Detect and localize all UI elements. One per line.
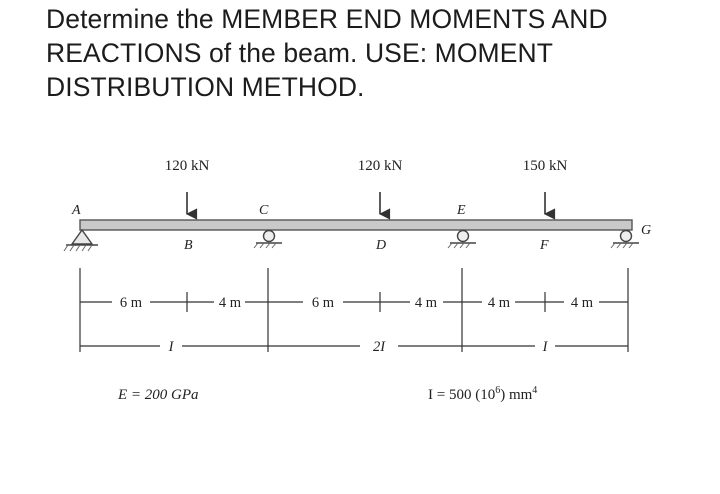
roller-support-c <box>254 231 282 249</box>
pin-support-a <box>64 230 98 251</box>
span-label-cd: 6 m <box>311 295 335 311</box>
load-label-f: 150 kN <box>522 158 568 174</box>
node-label-b: B <box>184 238 193 253</box>
inertia-label-ce: 2I <box>372 339 386 355</box>
inertia-value-prefix: I = 500 (10 <box>428 387 496 403</box>
span-label-bc: 4 m <box>218 295 242 311</box>
inertia-unit-exponent: 4 <box>532 385 538 396</box>
question-line-1: Determine the MEMBER END MOMENTS AND <box>46 4 608 34</box>
node-label-f: F <box>540 238 549 253</box>
span-label-ef: 4 m <box>487 295 511 311</box>
span-label-ab: 6 m <box>119 295 143 311</box>
inertia-value-note <box>428 385 537 403</box>
node-label-g: G <box>641 223 652 238</box>
question-line-2: REACTIONS of the beam. USE: MOMENT <box>46 38 554 68</box>
inertia-label-eg: I <box>542 339 548 355</box>
question-line-3: DISTRIBUTION METHOD. <box>46 72 365 102</box>
node-label-a: A <box>72 203 81 218</box>
roller-support-e <box>448 231 476 249</box>
inertia-exponent: 6 <box>495 385 501 396</box>
roller-support-g <box>611 231 639 249</box>
span-label-de: 4 m <box>414 295 438 311</box>
elastic-modulus-note: E = 200 GPa <box>118 387 199 403</box>
span-label-fg: 4 m <box>570 295 594 311</box>
load-label-d: 120 kN <box>357 158 403 174</box>
node-label-e: E <box>457 203 466 218</box>
node-label-c: C <box>259 203 269 218</box>
inertia-label-ac: I <box>168 339 174 355</box>
load-label-b: 120 kN <box>164 158 210 174</box>
beam <box>80 220 632 230</box>
inertia-value-mid: ) mm <box>500 387 533 403</box>
node-label-d: D <box>376 238 387 253</box>
